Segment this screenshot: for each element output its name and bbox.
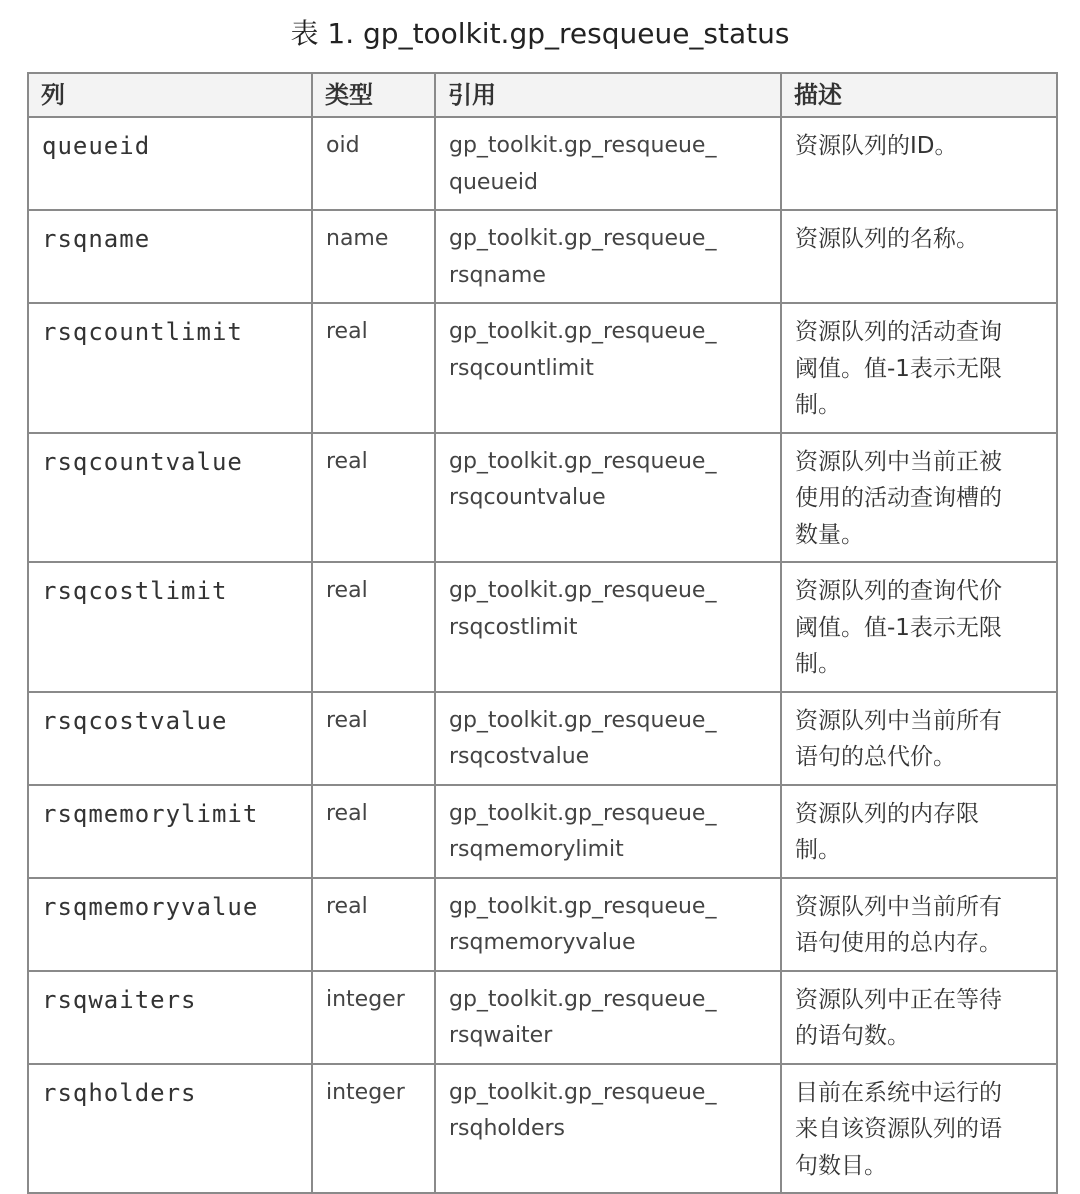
reference-line: rsqmemoryvalue (449, 930, 636, 955)
description-line: 资源队列的ID。 (795, 133, 958, 159)
cell-reference (435, 692, 781, 785)
reference-line: gp_toolkit.gp_resqueue_ (449, 1079, 717, 1105)
table-caption: 表 1. gp_toolkit.gp_resqueue_status (290, 17, 790, 50)
reference-line: gp_toolkit.gp_resqueue_ (449, 578, 717, 603)
cell-reference (435, 1064, 781, 1194)
cell-column-name: rsqwaiters (28, 971, 312, 1064)
cell-type: integer (312, 1064, 435, 1194)
reference-line: rsqcountlimit (449, 355, 594, 381)
cell-description (781, 210, 1057, 303)
table-row (28, 433, 1057, 563)
table-row (28, 562, 1057, 692)
cell-column-name: rsqcostlimit (28, 562, 312, 692)
cell-description (781, 971, 1057, 1064)
cell-description (781, 562, 1057, 692)
cell-description (781, 878, 1057, 971)
reference-line: gp_toolkit.gp_resqueue_ (449, 319, 717, 344)
description-line: 来自该资源队列的语 (795, 1116, 1002, 1142)
cell-type: name (312, 210, 435, 303)
table-row (28, 117, 1057, 210)
description-line: 数量。 (795, 521, 864, 548)
cell-reference (435, 117, 781, 210)
reference-line: gp_toolkit.gp_resqueue_ (449, 226, 717, 251)
cell-reference (435, 785, 781, 878)
reference-line: gp_toolkit.gp_resqueue_ (449, 800, 717, 826)
description-line: 目前在系统中运行的 (795, 1079, 1002, 1106)
description-line: 资源队列中当前所有 (795, 707, 1002, 734)
cell-type: real (312, 303, 435, 433)
cell-description (781, 1064, 1057, 1194)
cell-reference (435, 433, 781, 563)
header-type: 类型 (312, 73, 435, 117)
reference-line: gp_toolkit.gp_resqueue_ (449, 707, 717, 733)
cell-reference (435, 562, 781, 692)
cell-column-name: rsqcountlimit (28, 303, 312, 433)
description-line: 资源队列的活动查询 (795, 319, 1002, 345)
table-body (28, 117, 1057, 1193)
description-line: 资源队列中当前所有 (795, 893, 1002, 920)
cell-column-name: rsqmemoryvalue (28, 878, 312, 971)
description-line: 制。 (795, 651, 841, 677)
cell-type: integer (312, 971, 435, 1064)
description-line: 资源队列中正在等待 (795, 986, 1002, 1013)
reference-line: gp_toolkit.gp_resqueue_ (449, 133, 717, 158)
cell-type: real (312, 785, 435, 878)
header-reference: 引用 (435, 73, 781, 117)
description-line: 使用的活动查询槽的 (795, 485, 1002, 511)
description-line: 语句的总代价。 (795, 744, 956, 770)
cell-description (781, 303, 1057, 433)
cell-column-name: rsqname (28, 210, 312, 303)
table-row (28, 785, 1057, 878)
description-line: 资源队列的内存限 (795, 800, 979, 827)
reference-line: rsqcostvalue (449, 744, 590, 769)
table-row (28, 692, 1057, 785)
table-row (28, 1064, 1057, 1194)
reference-line: rsqholders (449, 1116, 565, 1141)
description-line: 语句使用的总内存。 (795, 930, 1002, 956)
reference-line: gp_toolkit.gp_resqueue_ (449, 893, 717, 919)
description-line: 资源队列的查询代价 (795, 578, 1002, 604)
cell-type: real (312, 692, 435, 785)
description-line: 阈值。值-1表示无限 (795, 614, 1002, 641)
cell-description (781, 433, 1057, 563)
description-line: 的语句数。 (795, 1023, 910, 1049)
table-row (28, 210, 1057, 303)
cell-column-name: rsqholders (28, 1064, 312, 1194)
cell-description (781, 117, 1057, 210)
cell-reference (435, 210, 781, 303)
cell-reference (435, 971, 781, 1064)
description-line: 资源队列中当前正被 (795, 448, 1002, 475)
table-row (28, 878, 1057, 971)
resqueue-status-table (27, 72, 1058, 1194)
cell-description (781, 692, 1057, 785)
cell-description (781, 785, 1057, 878)
reference-line: rsqmemorylimit (449, 837, 624, 862)
cell-reference (435, 303, 781, 433)
description-line: 资源队列的名称。 (795, 226, 979, 252)
cell-reference (435, 878, 781, 971)
header-column: 列 (28, 73, 312, 117)
cell-column-name: rsqmemorylimit (28, 785, 312, 878)
reference-line: rsqname (449, 262, 546, 288)
table-row (28, 971, 1057, 1064)
cell-column-name: rsqcountvalue (28, 433, 312, 563)
description-line: 阈值。值-1表示无限 (795, 355, 1002, 382)
cell-type: oid (312, 117, 435, 210)
table-header-row (28, 73, 1057, 117)
description-line: 制。 (795, 392, 841, 418)
reference-line: rsqcostlimit (449, 614, 578, 640)
cell-type: real (312, 433, 435, 563)
cell-column-name: queueid (28, 117, 312, 210)
description-line: 句数目。 (795, 1152, 887, 1179)
header-description: 描述 (781, 73, 1057, 117)
table-row (28, 303, 1057, 433)
cell-type: real (312, 878, 435, 971)
reference-line: rsqwaiter (449, 1023, 553, 1048)
cell-column-name: rsqcostvalue (28, 692, 312, 785)
description-line: 制。 (795, 837, 841, 863)
reference-line: gp_toolkit.gp_resqueue_ (449, 448, 717, 474)
cell-type: real (312, 562, 435, 692)
reference-line: queueid (449, 169, 538, 195)
reference-line: gp_toolkit.gp_resqueue_ (449, 986, 717, 1012)
reference-line: rsqcountvalue (449, 485, 606, 510)
